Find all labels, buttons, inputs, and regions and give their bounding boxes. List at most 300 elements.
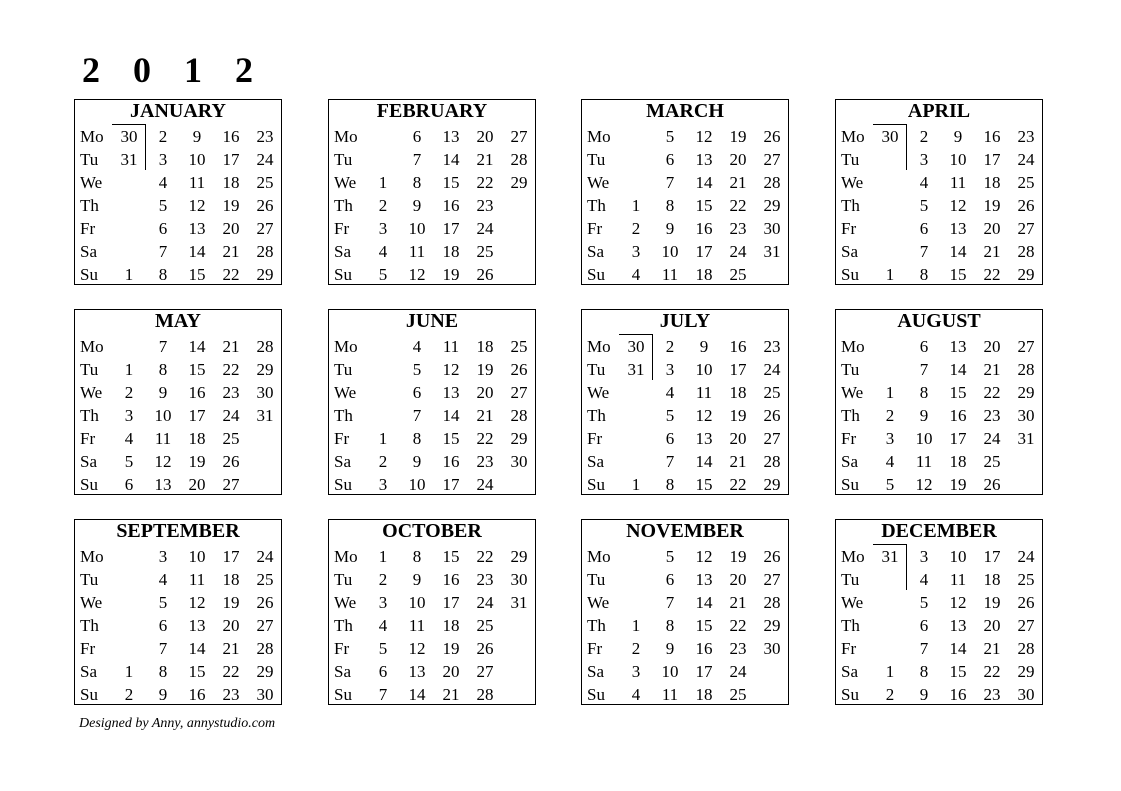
day-cell: 22 [729, 196, 747, 215]
weekday-label: Tu [841, 150, 860, 169]
month-may [74, 309, 282, 495]
day-cell: 17 [442, 593, 460, 612]
day-cell: 26 [222, 452, 240, 471]
day-cell: 27 [1017, 219, 1035, 238]
day-cell: 9 [953, 127, 963, 146]
day-cell: 28 [763, 452, 781, 471]
week-row [582, 660, 788, 683]
day-cell: 27 [510, 383, 528, 402]
weekday-label: We [334, 173, 357, 192]
designer-credit: Designed by Anny, annystudio.com [79, 716, 276, 731]
day-cell: 5 [158, 593, 168, 612]
day-cell: 24 [1017, 547, 1035, 566]
day-cell: 4 [885, 452, 895, 471]
week-row [75, 637, 281, 660]
day-cell: 5 [665, 127, 675, 146]
day-cell: 7 [665, 173, 675, 192]
week-row [582, 637, 788, 660]
day-cell: 18 [729, 383, 747, 402]
day-cell: 30 [510, 570, 528, 589]
week-row [329, 125, 535, 148]
day-cell: 1 [124, 662, 134, 681]
day-cell: 25 [729, 265, 747, 284]
day-cell: 23 [476, 196, 494, 215]
day-cell: 8 [665, 196, 675, 215]
week-row [836, 217, 1042, 240]
day-cell: 29 [1017, 265, 1035, 284]
day-cell: 17 [729, 360, 747, 379]
day-cell: 11 [661, 685, 679, 704]
day-cell: 8 [412, 547, 422, 566]
day-cell: 23 [983, 685, 1001, 704]
day-cell: 25 [510, 337, 528, 356]
day-cell: 21 [222, 639, 240, 658]
day-cell: 9 [919, 406, 929, 425]
weekday-label: Mo [334, 127, 358, 146]
day-cell: 30 [256, 685, 274, 704]
day-cell: 18 [442, 242, 460, 261]
day-cell: 2 [885, 406, 895, 425]
day-cell: 14 [442, 150, 460, 169]
weekday-label: Tu [841, 360, 860, 379]
week-row [582, 148, 788, 171]
day-cell: 26 [1017, 196, 1035, 215]
weekday-label: We [841, 383, 864, 402]
day-cell: 24 [476, 475, 494, 494]
day-cell: 4 [412, 337, 422, 356]
day-cell: 17 [983, 547, 1001, 566]
year-title: 2 0 1 2 [82, 50, 265, 90]
weekday-label: Th [80, 616, 99, 635]
day-cell: 10 [154, 406, 172, 425]
day-cell: 29 [763, 196, 781, 215]
day-cell: 20 [983, 219, 1001, 238]
weekday-label: Sa [841, 242, 858, 261]
week-row [329, 545, 535, 568]
day-cell: 11 [154, 429, 172, 448]
week-row [329, 194, 535, 217]
weekday-label: Sa [334, 662, 351, 681]
day-cell: 4 [378, 616, 388, 635]
week-row [836, 637, 1042, 660]
day-cell: 7 [158, 639, 168, 658]
day-cell: 20 [222, 616, 240, 635]
day-cell: 17 [983, 150, 1001, 169]
day-cell: 4 [124, 429, 134, 448]
day-cell: 10 [408, 219, 426, 238]
day-cell: 18 [695, 265, 713, 284]
day-cell: 13 [695, 570, 713, 589]
day-cell: 3 [665, 360, 675, 379]
day-cell: 3 [631, 242, 641, 261]
weekday-label: Fr [587, 219, 603, 238]
month-september [74, 519, 282, 705]
month-name: APRIL [907, 100, 971, 122]
week-row [75, 450, 281, 473]
day-cell: 28 [476, 685, 494, 704]
day-cell: 2 [124, 383, 134, 402]
day-cell: 1 [631, 616, 641, 635]
week-row [582, 545, 788, 568]
day-cell: 20 [983, 337, 1001, 356]
day-cell: 6 [158, 219, 168, 238]
month-name: MARCH [646, 100, 724, 122]
day-cell: 15 [188, 360, 206, 379]
day-cell: 13 [695, 429, 713, 448]
day-cell: 20 [729, 150, 747, 169]
day-cell: 23 [476, 570, 494, 589]
week-row [329, 568, 535, 591]
day-cell: 26 [476, 265, 494, 284]
day-cell: 16 [188, 685, 206, 704]
day-cell: 31 [1017, 429, 1035, 448]
day-cell: 30 [763, 219, 781, 238]
day-cell: 1 [885, 662, 895, 681]
week-row [75, 568, 281, 591]
week-row [582, 335, 788, 358]
week-row [75, 194, 281, 217]
weekday-label: Th [841, 616, 860, 635]
day-cell: 10 [188, 547, 206, 566]
weekday-label: Mo [334, 547, 358, 566]
week-row [329, 473, 535, 496]
week-row [836, 148, 1042, 171]
day-cell: 31 [881, 547, 899, 566]
day-cell: 1 [631, 196, 641, 215]
day-cell: 29 [256, 265, 274, 284]
day-cell: 27 [1017, 616, 1035, 635]
week-row [329, 358, 535, 381]
day-cell: 14 [695, 593, 713, 612]
weekday-label: Th [80, 406, 99, 425]
weekday-label: Tu [80, 360, 99, 379]
day-cell: 6 [158, 616, 168, 635]
week-row [582, 450, 788, 473]
weekday-label: Th [334, 196, 353, 215]
month-march [581, 99, 789, 285]
day-cell: 26 [256, 196, 274, 215]
day-cell: 8 [158, 360, 168, 379]
day-cell: 28 [256, 337, 274, 356]
day-cell: 21 [983, 242, 1001, 261]
day-cell: 26 [510, 360, 528, 379]
day-cell: 10 [661, 662, 679, 681]
day-cell: 23 [222, 685, 240, 704]
day-cell: 12 [695, 547, 713, 566]
weekday-label: Th [587, 616, 606, 635]
day-cell: 13 [408, 662, 426, 681]
week-row [836, 683, 1042, 706]
day-cell: 6 [665, 150, 675, 169]
day-cell: 4 [919, 173, 929, 192]
day-cell: 29 [510, 173, 528, 192]
day-cell: 30 [120, 127, 138, 146]
day-cell: 22 [983, 383, 1001, 402]
weekday-label: Mo [587, 337, 611, 356]
day-cell: 16 [188, 383, 206, 402]
day-cell: 13 [154, 475, 172, 494]
weekday-label: Mo [334, 337, 358, 356]
week-row [836, 358, 1042, 381]
day-cell: 27 [256, 616, 274, 635]
day-cell: 7 [158, 337, 168, 356]
month-july [581, 309, 789, 495]
day-cell: 20 [442, 662, 460, 681]
day-cell: 16 [729, 337, 747, 356]
week-row [836, 171, 1042, 194]
day-cell: 6 [412, 127, 422, 146]
day-cell: 16 [442, 570, 460, 589]
day-cell: 18 [476, 337, 494, 356]
day-cell: 11 [661, 265, 679, 284]
month-august [835, 309, 1043, 495]
day-cell: 17 [695, 662, 713, 681]
day-cell: 12 [188, 593, 206, 612]
day-cell: 16 [949, 406, 967, 425]
day-cell: 28 [763, 173, 781, 192]
day-cell: 5 [665, 406, 675, 425]
day-cell: 29 [1017, 662, 1035, 681]
month-name: SEPTEMBER [116, 520, 240, 542]
day-cell: 25 [1017, 173, 1035, 192]
weekday-label: Sa [841, 452, 858, 471]
weekday-label: Su [587, 475, 605, 494]
day-cell: 2 [665, 337, 675, 356]
day-cell: 4 [665, 383, 675, 402]
day-cell: 13 [442, 127, 460, 146]
week-row [582, 568, 788, 591]
day-cell: 22 [222, 360, 240, 379]
week-row [75, 381, 281, 404]
day-cell: 8 [919, 662, 929, 681]
day-cell: 21 [476, 406, 494, 425]
week-row [329, 404, 535, 427]
day-cell: 1 [124, 265, 134, 284]
month-name: MAY [155, 310, 201, 332]
day-cell: 13 [188, 616, 206, 635]
day-cell: 6 [124, 475, 134, 494]
day-cell: 17 [442, 219, 460, 238]
day-cell: 21 [729, 452, 747, 471]
day-cell: 27 [510, 127, 528, 146]
weekday-label: Mo [841, 547, 865, 566]
day-cell: 11 [695, 383, 713, 402]
day-cell: 5 [919, 593, 929, 612]
day-cell: 12 [408, 639, 426, 658]
day-cell: 6 [412, 383, 422, 402]
day-cell: 3 [378, 219, 388, 238]
week-row [582, 473, 788, 496]
day-cell: 29 [256, 360, 274, 379]
day-cell: 23 [222, 383, 240, 402]
day-cell: 9 [665, 219, 675, 238]
day-cell: 22 [476, 429, 494, 448]
weekday-label: Tu [587, 150, 606, 169]
day-cell: 23 [763, 337, 781, 356]
day-cell: 26 [476, 639, 494, 658]
weekday-label: Tu [80, 570, 99, 589]
day-cell: 2 [885, 685, 895, 704]
day-cell: 1 [378, 547, 388, 566]
day-cell: 1 [885, 383, 895, 402]
weekday-label: Sa [587, 452, 604, 471]
day-cell: 24 [983, 429, 1001, 448]
day-cell: 19 [476, 360, 494, 379]
week-row [329, 614, 535, 637]
day-cell: 1 [631, 475, 641, 494]
day-cell: 21 [983, 360, 1001, 379]
day-cell: 28 [510, 150, 528, 169]
day-cell: 13 [188, 219, 206, 238]
day-cell: 5 [378, 265, 388, 284]
day-cell: 21 [983, 639, 1001, 658]
week-row [582, 381, 788, 404]
month-december [835, 519, 1043, 705]
weekday-label: Mo [841, 127, 865, 146]
week-row [329, 217, 535, 240]
day-cell: 24 [729, 242, 747, 261]
month-name: NOVEMBER [626, 520, 744, 542]
weekday-label: Th [334, 616, 353, 635]
day-cell: 15 [188, 265, 206, 284]
day-cell: 26 [763, 547, 781, 566]
day-cell: 18 [188, 429, 206, 448]
day-cell: 1 [124, 360, 134, 379]
weekday-label: We [587, 593, 610, 612]
week-row [836, 427, 1042, 450]
weekday-label: Su [80, 685, 98, 704]
day-cell: 7 [412, 406, 422, 425]
day-cell: 29 [763, 616, 781, 635]
weekday-label: We [587, 173, 610, 192]
week-row [329, 450, 535, 473]
day-cell: 19 [222, 196, 240, 215]
day-cell: 5 [885, 475, 895, 494]
day-cell: 15 [949, 662, 967, 681]
day-cell: 22 [983, 662, 1001, 681]
week-row [582, 194, 788, 217]
day-cell: 29 [1017, 383, 1035, 402]
day-cell: 21 [442, 685, 460, 704]
week-row [836, 240, 1042, 263]
day-cell: 22 [476, 547, 494, 566]
weekday-label: Tu [334, 360, 353, 379]
day-cell: 16 [442, 196, 460, 215]
day-cell: 15 [188, 662, 206, 681]
day-cell: 31 [763, 242, 781, 261]
weekday-label: Su [841, 265, 859, 284]
day-cell: 14 [695, 452, 713, 471]
day-cell: 14 [188, 337, 206, 356]
month-name: JUNE [405, 310, 459, 332]
day-cell: 19 [729, 406, 747, 425]
day-cell: 7 [665, 593, 675, 612]
day-cell: 20 [222, 219, 240, 238]
day-cell: 9 [158, 383, 168, 402]
week-row [582, 591, 788, 614]
week-row [75, 240, 281, 263]
day-cell: 25 [1017, 570, 1035, 589]
day-cell: 17 [188, 406, 206, 425]
week-row [582, 404, 788, 427]
weekday-label: Su [80, 265, 98, 284]
week-row [75, 217, 281, 240]
day-cell: 27 [763, 150, 781, 169]
day-cell: 22 [729, 616, 747, 635]
weekday-label: We [334, 593, 357, 612]
week-row [836, 381, 1042, 404]
day-cell: 18 [983, 173, 1001, 192]
weekday-label: Th [587, 196, 606, 215]
week-row [836, 125, 1042, 148]
weekday-label: Su [587, 265, 605, 284]
month-name: AUGUST [897, 310, 981, 332]
day-cell: 25 [763, 383, 781, 402]
day-cell: 8 [158, 265, 168, 284]
day-cell: 30 [256, 383, 274, 402]
week-row [329, 637, 535, 660]
day-cell: 22 [476, 173, 494, 192]
week-row [75, 591, 281, 614]
week-row [582, 683, 788, 706]
weekday-label: Fr [841, 429, 857, 448]
day-cell: 2 [919, 127, 929, 146]
day-cell: 6 [919, 219, 929, 238]
week-row [329, 335, 535, 358]
month-name: FEBRUARY [376, 100, 488, 122]
week-row [75, 614, 281, 637]
day-cell: 25 [222, 429, 240, 448]
day-cell: 10 [949, 150, 967, 169]
day-cell: 25 [476, 616, 494, 635]
day-cell: 18 [949, 452, 967, 471]
weekday-label: We [841, 173, 864, 192]
day-cell: 19 [222, 593, 240, 612]
week-row [582, 125, 788, 148]
day-cell: 19 [983, 593, 1001, 612]
week-row [582, 358, 788, 381]
weekday-label: We [80, 383, 103, 402]
day-cell: 3 [378, 475, 388, 494]
day-cell: 2 [378, 570, 388, 589]
day-cell: 24 [222, 406, 240, 425]
day-cell: 30 [763, 639, 781, 658]
day-cell: 29 [510, 547, 528, 566]
weekday-label: Su [334, 685, 352, 704]
day-cell: 10 [408, 593, 426, 612]
day-cell: 28 [763, 593, 781, 612]
day-cell: 6 [919, 337, 929, 356]
day-cell: 26 [763, 406, 781, 425]
week-row [836, 263, 1042, 286]
day-cell: 3 [124, 406, 134, 425]
day-cell: 27 [763, 429, 781, 448]
day-cell: 11 [188, 570, 206, 589]
week-row [329, 683, 535, 706]
day-cell: 19 [442, 639, 460, 658]
weekday-label: Th [80, 196, 99, 215]
weekday-label: Sa [334, 242, 351, 261]
day-cell: 21 [222, 337, 240, 356]
week-row [75, 545, 281, 568]
day-cell: 19 [729, 547, 747, 566]
day-cell: 7 [412, 150, 422, 169]
day-cell: 9 [412, 570, 422, 589]
day-cell: 3 [631, 662, 641, 681]
day-cell: 27 [1017, 337, 1035, 356]
day-cell: 16 [442, 452, 460, 471]
day-cell: 3 [885, 429, 895, 448]
